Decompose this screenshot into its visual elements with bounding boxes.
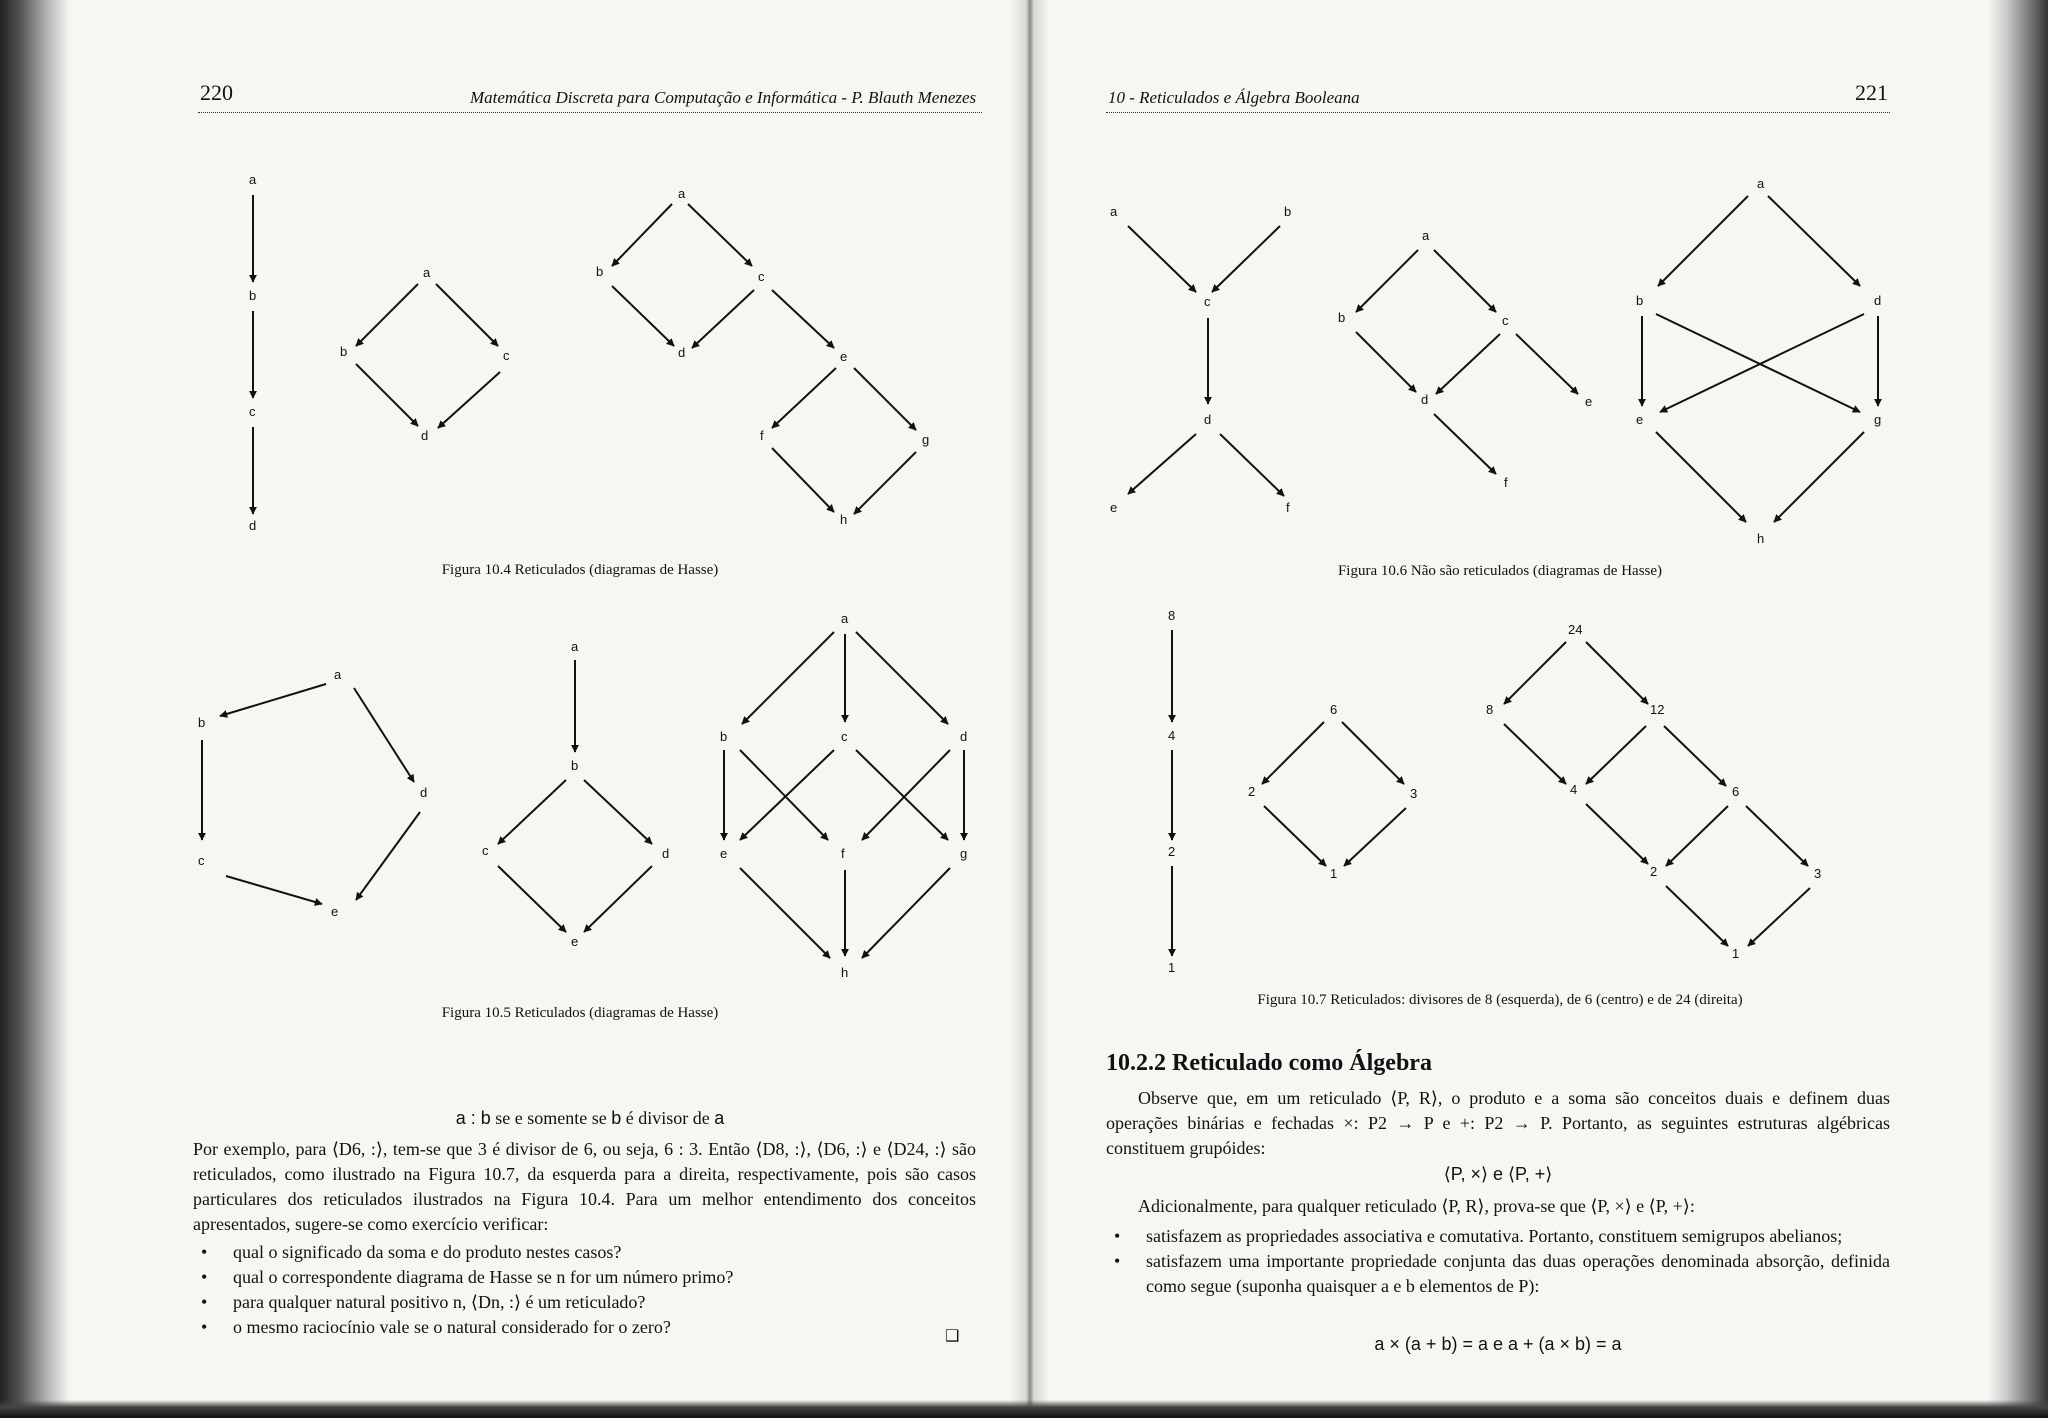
svg-text:1: 1 [1168, 960, 1176, 975]
formula-b: b [611, 1108, 622, 1128]
svg-text:3: 3 [1814, 866, 1822, 881]
svg-text:e: e [1636, 412, 1644, 427]
svg-text:a: a [1757, 176, 1765, 191]
svg-text:b: b [1338, 310, 1346, 325]
svg-text:d: d [678, 345, 686, 360]
figure-10-5-caption: Figura 10.5 Reticulados (diagramas de Hasse) [441, 1005, 719, 1021]
svg-text:1: 1 [1330, 866, 1338, 881]
svg-text:e: e [840, 349, 848, 364]
svg-text:d: d [421, 428, 429, 443]
svg-text:a: a [841, 611, 849, 626]
right-page-number: 221 [1855, 80, 1888, 105]
svg-text:b: b [249, 288, 257, 303]
svg-text:e: e [331, 904, 339, 919]
svg-text:24: 24 [1568, 622, 1583, 637]
svg-text:1: 1 [1732, 946, 1740, 961]
svg-text:2: 2 [1650, 864, 1658, 879]
exercise-list [193, 1240, 976, 1340]
svg-text:h: h [1757, 531, 1765, 546]
list-item: • satisfazem uma importante propriedade conjunta das duas operações denominada absorção, definida como segue (suponha quaisquer a e b elementos de P): [1106, 1249, 1890, 1299]
section-number: 10.2.2 [1106, 1050, 1166, 1076]
formula-text1: se e somente se [490, 1108, 612, 1128]
svg-text:6: 6 [1732, 784, 1740, 799]
additional-paragraph: Adicionalmente, para qualquer reticulado ⟨P, R⟩, prova-se que ⟨P, ×⟩ e ⟨P, +⟩: [1138, 1196, 1695, 1216]
list-item: • qual o significado da soma e do produto nestes casos? [193, 1240, 976, 1265]
svg-text:3: 3 [1410, 786, 1418, 801]
svg-text:c: c [758, 269, 765, 284]
svg-text:2: 2 [1248, 784, 1256, 799]
figure-10-6-diagrams [1030, 0, 2048, 560]
svg-text:b: b [1636, 293, 1644, 308]
svg-text:b: b [571, 758, 579, 773]
svg-text:d: d [960, 729, 968, 744]
svg-text:a: a [1110, 204, 1118, 219]
right-running-title: 10 - Reticulados e Álgebra Booleana [1108, 88, 1360, 107]
svg-text:a: a [678, 186, 686, 201]
example-paragraph: Por exemplo, para ⟨D6, :⟩, tem-se que 3 é divisor de 6, ou seja, 6 : 3. Então ⟨D8, :⟩, ⟨D6, :⟩ e ⟨D24, :⟩ são reticulados, como ilustrado na Figura 10.7, da esquerda para a direita, respectivamente, pois são casos particulares dos reticulados ilustrados na Figura 10.4. Para um melhor entendimento dos conceitos apresentados, sugere-se como exercício verificar: [193, 1139, 976, 1234]
svg-text:c: c [249, 404, 256, 419]
list-item: • satisfazem as propriedades associativa e comutativa. Portanto, constituem semigrupos abelianos; [1106, 1224, 1890, 1249]
left-page-number: 220 [200, 80, 233, 105]
svg-text:d: d [1874, 293, 1882, 308]
svg-text:b: b [720, 729, 728, 744]
figure-10-4-diagrams [0, 0, 1030, 560]
svg-text:c: c [1204, 294, 1211, 309]
svg-text:c: c [482, 843, 489, 858]
properties-list [1106, 1224, 1890, 1299]
svg-text:e: e [720, 846, 728, 861]
svg-text:8: 8 [1168, 608, 1176, 623]
svg-text:f: f [760, 428, 764, 443]
svg-text:d: d [1204, 412, 1212, 427]
figure-10-4-caption: Figura 10.4 Reticulados (diagramas de Hasse) [441, 562, 719, 578]
absorption-formula: a × (a + b) = a e a + (a × b) = a [1374, 1334, 1622, 1354]
svg-text:4: 4 [1570, 782, 1578, 797]
svg-text:h: h [840, 512, 848, 527]
list-item: • qual o correspondente diagrama de Hasse se n for um número primo? [193, 1265, 976, 1290]
figure-10-7-diagrams [1030, 600, 2048, 990]
svg-text:g: g [922, 432, 930, 447]
svg-text:d: d [420, 785, 428, 800]
svg-text:4: 4 [1168, 728, 1176, 743]
section-heading [1106, 1050, 1432, 1077]
svg-text:g: g [1874, 412, 1882, 427]
svg-text:d: d [249, 518, 257, 533]
svg-text:b: b [340, 344, 348, 359]
svg-text:f: f [841, 846, 845, 861]
svg-text:6: 6 [1330, 702, 1338, 717]
svg-text:2: 2 [1168, 844, 1176, 859]
svg-text:d: d [662, 846, 670, 861]
svg-text:d: d [1421, 392, 1429, 407]
svg-text:a: a [249, 172, 257, 187]
svg-text:8: 8 [1486, 702, 1494, 717]
svg-text:g: g [960, 846, 968, 861]
svg-text:c: c [1502, 313, 1509, 328]
section-title: Reticulado como Álgebra [1172, 1050, 1432, 1076]
list-item: • o mesmo raciocínio vale se o natural considerado for o zero? [193, 1315, 976, 1340]
svg-text:b: b [596, 264, 604, 279]
figure-10-7-caption: Figura 10.7 Reticulados: divisores de 8 (esquerda), de 6 (centro) e de 24 (direita) [1257, 992, 1743, 1008]
svg-text:12: 12 [1650, 702, 1665, 717]
formula-lhs: a : b [455, 1108, 491, 1128]
list-item: • para qualquer natural positivo n, ⟨Dn, :⟩ é um reticulado? [193, 1290, 976, 1315]
svg-text:c: c [198, 853, 205, 868]
figure-10-6-caption: Figura 10.6 Não são reticulados (diagramas de Hasse) [1337, 563, 1663, 579]
svg-text:a: a [334, 667, 342, 682]
svg-text:b: b [198, 715, 206, 730]
svg-text:e: e [571, 934, 579, 949]
svg-text:h: h [841, 965, 849, 980]
svg-text:b: b [1284, 204, 1292, 219]
formula-a: a [714, 1108, 725, 1128]
page-edge-bottom [0, 1400, 2048, 1418]
lattice-algebra-paragraph: Observe que, em um reticulado ⟨P, R⟩, o produto e a soma são conceitos duais e definem duas operações binárias e fechadas ×: P2 → P e +: P2 → P. Portanto, as seguintes estruturas algébricas constituem grupóides: [1106, 1088, 1890, 1158]
svg-text:a: a [1422, 228, 1430, 243]
groupoids-formula: ⟨P, ×⟩ e ⟨P, +⟩ [1443, 1164, 1553, 1184]
divisor-definition [200, 1106, 980, 1131]
left-running-title: Matemática Discreta para Computação e Informática - P. Blauth Menezes [470, 88, 977, 107]
svg-text:c: c [841, 729, 848, 744]
figure-10-5-diagrams [0, 600, 1030, 1000]
end-of-example-mark: ❑ [945, 1328, 960, 1345]
svg-text:e: e [1585, 394, 1593, 409]
svg-text:c: c [503, 348, 510, 363]
svg-text:e: e [1110, 500, 1118, 515]
svg-text:f: f [1504, 475, 1508, 490]
svg-text:a: a [571, 639, 579, 654]
formula-text2: é divisor de [621, 1108, 715, 1128]
svg-text:f: f [1286, 500, 1290, 515]
svg-text:a: a [423, 265, 431, 280]
